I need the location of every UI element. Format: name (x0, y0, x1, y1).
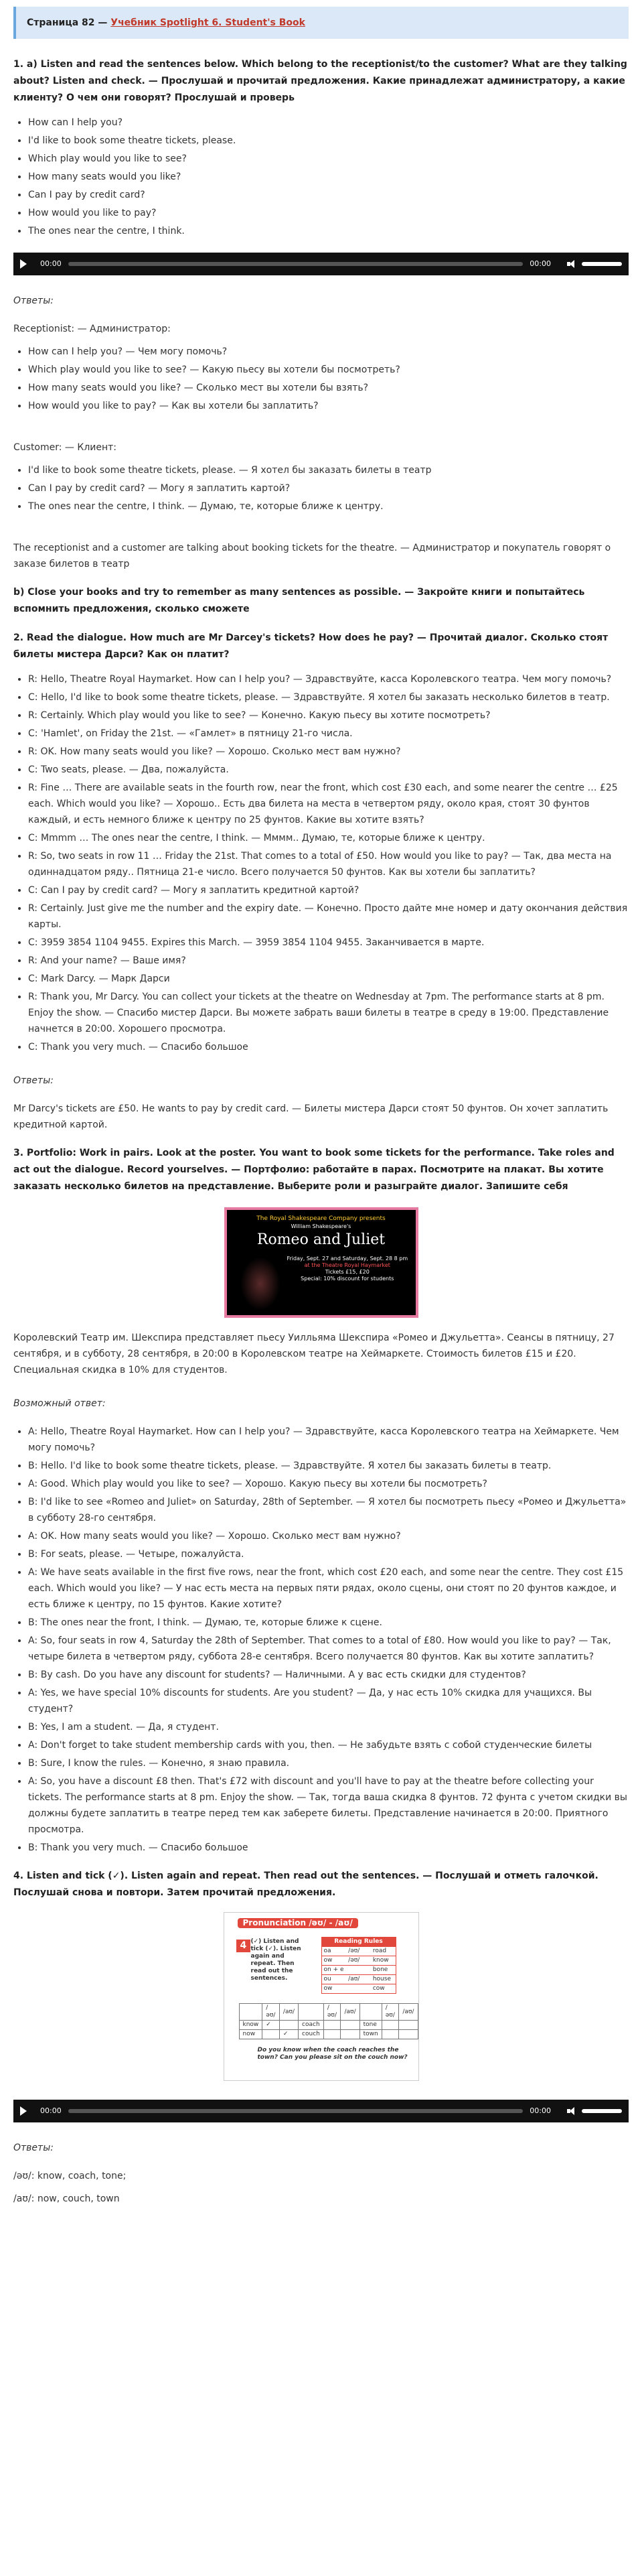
task4-heading: 4. Listen and tick (✓). Listen again and repeat. Then read out the sentences. — Послушай и отметь галочкой. Послушай снова и повтори. Затем прочитай предложения. (13, 1871, 598, 1898)
answers-label: Ответы: (13, 2143, 54, 2153)
current-time: 00:00 (40, 259, 62, 268)
list-item: • Can I pay by credit card? (28, 187, 629, 203)
rule-cell: house (372, 1976, 391, 1982)
task3-description: Королевский Театр им. Шекспира представляет пьесу Уилльяма Шекспира «Ромео и Джульетта». Сеансы в пятницу, 27 сентября, и в субботу, 28 сентября, в 20:00 в Королевском театре на Хеймаркете. Стоимость билетов £15 и £20. Специальная скидка в 10% для студентов. (13, 1333, 615, 1375)
list-item: • C: Mmmm … The ones near the centre, I think. — Мммм.. Думаю, те, которые ближе к центру. (28, 830, 629, 846)
list-item: • B: For seats, please. — Четыре, пожалуйста. (28, 1546, 629, 1562)
list-item: • B: Sure, I know the rules. — Конечно, я знаю правила. (28, 1755, 629, 1771)
table-cell (382, 2021, 399, 2030)
list-item: • R: Certainly. Just give me the number and the expiry date. — Конечно. Просто дайте мне номер и дату окончания действия карты. (28, 900, 629, 933)
list-item: • A: We have seats available in the first five rows, near the front, which cost £20 each, and some near the centre. They cost £15 each. Which would you like? — У нас есть места на первых пяти рядах, около сцены, они стоят по 20 фунтов каждое, и есть ближе к центру, по 15 фунтов. Какие хотите? (28, 1564, 629, 1613)
poster-company: The Royal Shakespeare Company presents (256, 1215, 386, 1222)
poster-title: Romeo and Juliet (256, 1231, 386, 1248)
volume-slider[interactable] (582, 262, 622, 266)
seek-slider[interactable] (68, 2109, 524, 2113)
table-cell: town (359, 2030, 382, 2039)
task1-list (13, 115, 629, 239)
rule-cell: ow (323, 1985, 333, 1992)
table-cell: /əʊ/ (382, 2004, 399, 2021)
seek-slider[interactable] (68, 262, 524, 266)
list-item: • I'd like to book some theatre tickets, please. (28, 133, 629, 149)
rule-row (322, 1974, 396, 1984)
list-item: • R: Fine … There are available seats in the fourth row, near the front, which cost £30 each, and some nearer the centre … £25 each. Which would you like? — Хорошо.. Есть два билета на места в четвертом ряду, около края, стоят 30 фунтов каждый, и есть немного ближе к центру по 25 фунтов. Какие вы хотите взять? (28, 780, 629, 828)
rule-cell (346, 1966, 371, 1974)
volume-icon[interactable] (567, 2107, 576, 2115)
table-row (239, 2021, 418, 2030)
table-cell (341, 2030, 359, 2039)
list-item: • C: 'Hamlet', on Friday the 21st. — «Гамлет» в пятницу 21-го числа. (28, 726, 629, 742)
volume-slider[interactable] (582, 2109, 622, 2113)
poster-dates: Friday, Sept. 27 and Saturday, Sept. 28 8 pm (287, 1256, 408, 1262)
rule-cell (346, 1984, 371, 1993)
answers-label: Ответы: (13, 1075, 54, 1086)
rule-cell: ow (323, 1957, 333, 1964)
rule-row (322, 1965, 396, 1974)
list-item: • I'd like to book some theatre tickets, please. — Я хотел бы заказать билеты в театр (28, 462, 629, 478)
task1-summary: The receptionist and a customer are talking about booking tickets for the theatre. — Администратор и покупатель говорят о заказе билетов в театр (13, 543, 611, 569)
table-row (239, 2030, 418, 2039)
rule-cell: road (372, 1948, 387, 1954)
list-item: • R: And your name? — Ваше имя? (28, 953, 629, 969)
list-item: • C: Hello, I'd like to book some theatre tickets, please. — Здравствуйте. Я хотел бы заказать несколько билетов в театр. (28, 689, 629, 705)
poster-author: William Shakespeare's (291, 1223, 351, 1229)
poster-info (287, 1256, 408, 1282)
textbook-link[interactable]: Учебник Spotlight 6. Student's Book (110, 17, 305, 28)
table-cell: now (239, 2030, 262, 2039)
rule-cell: oa (323, 1948, 331, 1954)
list-item: • How many seats would you like? (28, 169, 629, 185)
table-row (239, 2004, 418, 2021)
customer-label: Customer: — Клиент: (13, 442, 116, 453)
rule-cell: ou (323, 1976, 331, 1982)
pronunciation-card (224, 1912, 419, 2081)
play-icon[interactable] (20, 259, 27, 269)
current-time: 00:00 (40, 2106, 62, 2115)
poster-venue: at the Theatre Royal Haymarket (304, 1262, 390, 1268)
table-cell: know (239, 2021, 262, 2030)
table-cell (323, 2021, 341, 2030)
list-item: • How can I help you? (28, 115, 629, 131)
list-item: • R: Thank you, Mr Darcy. You can collect your tickets at the theatre on Wednesday at 7pm. The performance starts at 8 pm. Enjoy the show. — Спасибо мистер Дарси. Вы можете забрать ваши билеты в театре в среду в 19:00. Представление начнется в 20:00. Хорошего просмотра. (28, 989, 629, 1037)
table-cell: coach (299, 2021, 324, 2030)
list-item: • How can I help you? — Чем могу помочь? (28, 344, 629, 360)
table-cell: /əʊ/ (262, 2004, 280, 2021)
rule-cell: /aʊ/ (348, 1976, 360, 1982)
task2-heading: 2. Read the dialogue. How much are Mr Darcey's tickets? How does he pay? — Прочитай диалог. Сколько стоят билеты мистера Дарси? Как он платит? (13, 632, 609, 660)
rule-row (322, 1984, 396, 1993)
poster-figure (240, 1257, 280, 1310)
list-item: • A: So, four seats in row 4, Saturday the 28th of September. That comes to a total of £80. How would you like to pay? — Так, четыре билета в четвертом ряду, суббота 28-е сентября. Всего получается 80 фунтов. Как вы хотите заплатить? (28, 1633, 629, 1665)
table-cell (262, 2030, 280, 2039)
list-item: • R: So, two seats in row 11 … Friday the 21st. That comes to a total of £50. How would you like to pay? — Так, два места на одиннадцатом ряду.. Пятница 21-е число. Всего получается 50 фунтов. Как вы хотели бы заплатить? (28, 848, 629, 880)
task4-answer-ou: /əʊ/: know, coach, tone; (13, 2171, 127, 2181)
list-item: • R: OK. How many seats would you like? — Хорошо. Сколько мест вам нужно? (28, 744, 629, 760)
list-item: • R: Certainly. Which play would you like to see? — Конечно. Какую пьесу вы хотите посмотреть? (28, 707, 629, 724)
table-cell (279, 2021, 298, 2030)
table-cell: /aʊ/ (279, 2004, 298, 2021)
receptionist-list (13, 344, 629, 414)
table-cell: /əʊ/ (323, 2004, 341, 2021)
list-item: • B: Hello. I'd like to book some theatre tickets, please. — Здравствуйте. Я хотел бы заказать билеты в театр. (28, 1458, 629, 1474)
task2-answer: Mr Darcy's tickets are £50. He wants to pay by credit card. — Билеты мистера Дарси стоят 50 фунтов. Он хочет заплатить кредитной картой. (13, 1103, 609, 1130)
page-label: Страница 82 — (27, 17, 111, 28)
list-item: • The ones near the centre, I think. — Думаю, те, которые ближе к центру. (28, 498, 629, 515)
table-cell (341, 2021, 359, 2030)
task2-dialogue (13, 671, 629, 1055)
list-item: • How many seats would you like? — Сколько мест вы хотели бы взять? (28, 380, 629, 396)
table-cell: tone (359, 2021, 382, 2030)
task1b-heading: b) Close your books and try to remember as many sentences as possible. — Закройте книги и попытайтесь вспомнить предложения, сколько сможете (13, 587, 585, 614)
table-cell: /aʊ/ (341, 2004, 359, 2021)
poster-tickets: Tickets £15, £20 (325, 1269, 370, 1275)
pronunciation-title: Pronunciation /əʊ/ - /aʊ/ (238, 1918, 358, 1928)
list-item: • B: By cash. Do you have any discount for students? — Наличными. А у вас есть скидки для студентов? (28, 1667, 629, 1683)
rule-cell: know (372, 1957, 389, 1964)
list-item: • C: 3959 3854 1104 9455. Expires this March. — 3959 3854 1104 9455. Заканчивается в марте. (28, 935, 629, 951)
table-cell: /aʊ/ (399, 2004, 418, 2021)
list-item: • The ones near the centre, I think. (28, 223, 629, 239)
list-item: • A: OK. How many seats would you like? — Хорошо. Сколько мест вам нужно? (28, 1528, 629, 1544)
task1-heading: 1. a) Listen and read the sentences below. Which belong to the receptionist/to the customer? What are they talking about? Listen and check. — Прослушай и прочитай предложения. Какие принадлежат администратору, а какие клиенту? О чем они говорят? Прослушай и проверь (13, 59, 627, 103)
pronunciation-container (13, 1912, 629, 2086)
list-item: • C: Two seats, please. — Два, пожалуйста. (28, 762, 629, 778)
volume-icon[interactable] (567, 260, 576, 268)
table-cell (239, 2004, 262, 2021)
duration-time: 00:00 (530, 2106, 551, 2115)
receptionist-label: Receptionist: — Администратор: (13, 324, 171, 334)
poster-container (13, 1207, 629, 1318)
page-header (13, 7, 629, 39)
rule-row (322, 1956, 396, 1965)
table-cell (399, 2030, 418, 2039)
exercise-instruction: (✓) Listen and tick (✓). Listen again and repeat. Then read out the sentences. (250, 1938, 301, 1982)
list-item: • A: Yes, we have special 10% discounts for students. Are you student? — Да, у нас есть 10% скидка для учащихся. Вы студент? (28, 1685, 629, 1717)
list-item: • How would you like to pay? — Как вы хотели бы заплатить? (28, 398, 629, 414)
rule-cell: /əʊ/ (348, 1957, 360, 1964)
table-cell: ✓ (262, 2021, 280, 2030)
list-item: • How would you like to pay? (28, 205, 629, 221)
table-cell (323, 2030, 341, 2039)
reading-rules-box (321, 1937, 396, 1994)
rule-cell: on + e (323, 1966, 344, 1973)
rule-row (322, 1946, 396, 1956)
table-cell: couch (299, 2030, 324, 2039)
rule-cell: /əʊ/ (348, 1948, 360, 1954)
list-item: • A: Don't forget to take student membership cards with you, then. — Не забудьте взять с собой студенческие билеты (28, 1737, 629, 1753)
possible-answer-label: Возможный ответ: (13, 1398, 106, 1409)
tick-table (239, 2003, 418, 2039)
exercise-number: 4 (236, 1940, 251, 1952)
list-item: • Which play would you like to see? — Какую пьесу вы хотели бы посмотреть? (28, 362, 629, 378)
practice-sentences: Do you know when the coach reaches the town? Can you please sit on the couch now? (257, 2047, 408, 2061)
reading-rules-title: Reading Rules (322, 1938, 396, 1946)
table-cell (299, 2004, 324, 2021)
table-cell (382, 2030, 399, 2039)
rule-cell: bone (372, 1966, 388, 1973)
list-item: • C: Can I pay by credit card? — Могу я заплатить кредитной картой? (28, 882, 629, 898)
list-item: • A: Good. Which play would you like to see? — Хорошо. Какую пьесу вы хотели бы посмотреть? (28, 1476, 629, 1492)
list-item: • Can I pay by credit card? — Могу я заплатить картой? (28, 480, 629, 496)
list-item: • B: I'd like to see «Romeo and Juliet» on Saturday, 28th of September. — Я хотел бы посмотреть пьесу «Ромео и Джульетта» в субботу 28-го сентября. (28, 1494, 629, 1526)
audio-player (13, 253, 629, 275)
list-item: • B: Yes, I am a student. — Да, я студент. (28, 1719, 629, 1735)
list-item: • Which play would you like to see? (28, 151, 629, 167)
customer-list (13, 462, 629, 515)
list-item: • B: The ones near the front, I think. — Думаю, те, которые ближе к сцене. (28, 1615, 629, 1631)
poster-discount: Special: 10% discount for students (301, 1276, 394, 1282)
table-cell: ✓ (279, 2030, 298, 2039)
list-item: • B: Thank you very much. — Спасибо большое (28, 1840, 629, 1856)
table-cell (399, 2021, 418, 2030)
list-item: • A: Hello, Theatre Royal Haymarket. How can I help you? — Здравствуйте, касса Королевского театра на Хеймаркете. Чем могу помочь? (28, 1424, 629, 1456)
list-item: • C: Thank you very much. — Спасибо большое (28, 1039, 629, 1055)
task3-heading: 3. Portfolio: Work in pairs. Look at the poster. You want to book some tickets for the performance. Take roles and act out the dialogue. Record yourselves. — Портфолио: работайте в парах. Посмотрите на плакат. Вы хотите заказать несколько билетов на представление. Выберите роли и разыграйте диалог. Запишите себя (13, 1148, 615, 1192)
play-icon[interactable] (20, 2106, 27, 2116)
task4-answer-au: /aʊ/: now, couch, town (13, 2193, 120, 2204)
list-item: • A: So, you have a discount £8 then. That's £72 with discount and you'll have to pay at the theatre before collecting your tickets. The performance starts at 8 pm. Enjoy the show. — Так, тогда ваша скидка 8 фунтов. 72 фунта с учетом скидки вы должны будете заплатить в театре перед тем как заберете билеты. Представление начинается в 20:00. Приятного просмотра. (28, 1773, 629, 1838)
audio-player (13, 2100, 629, 2122)
answers-label: Ответы: (13, 295, 54, 306)
list-item: • R: Hello, Theatre Royal Haymarket. How can I help you? — Здравствуйте, касса Королевского театра. Чем могу помочь? (28, 671, 629, 687)
poster-image (224, 1207, 418, 1318)
list-item: • C: Mark Darcy. — Марк Дарси (28, 971, 629, 987)
duration-time: 00:00 (530, 259, 551, 268)
table-cell (359, 2004, 382, 2021)
task3-dialogue (13, 1424, 629, 1856)
rule-cell: cow (372, 1985, 385, 1992)
